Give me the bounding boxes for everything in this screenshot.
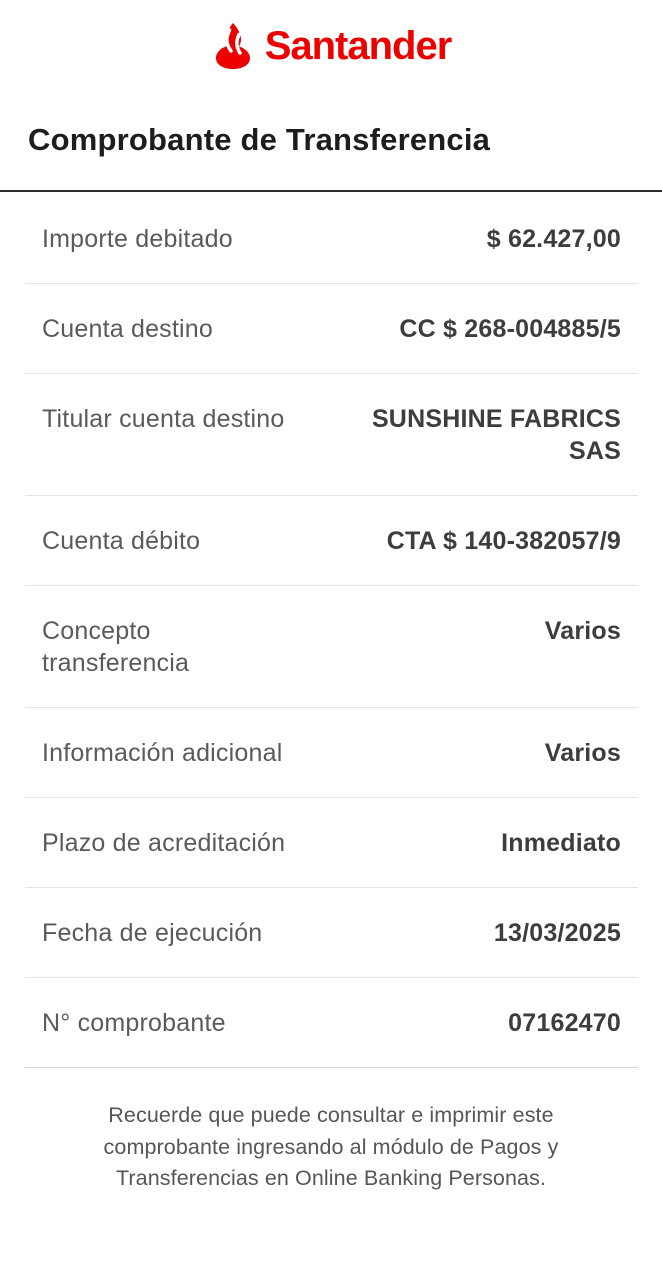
receipt-row-numero-comprobante bbox=[25, 978, 638, 1068]
page-title: Comprobante de Transferencia bbox=[28, 122, 491, 157]
santander-flame-icon bbox=[211, 22, 255, 70]
row-label: Plazo de acreditación bbox=[42, 829, 286, 857]
row-label: Importe debitado bbox=[42, 225, 233, 253]
receipt-row-informacion-adicional bbox=[25, 708, 638, 798]
footer-note bbox=[91, 1100, 571, 1195]
row-label: Titular cuenta destino bbox=[42, 405, 285, 433]
santander-logo bbox=[0, 0, 662, 70]
row-value: 13/03/2025 bbox=[493, 919, 621, 947]
row-label: Cuenta destino bbox=[42, 315, 213, 343]
footer-note-line: Transferencias en Online Banking Personas. bbox=[115, 1166, 547, 1190]
receipt-row-plazo-de-acreditacion bbox=[25, 798, 638, 888]
row-label: Cuenta débito bbox=[42, 527, 201, 555]
row-label: N° comprobante bbox=[42, 1009, 226, 1037]
row-value: SUNSHINE FABRICS SAS bbox=[371, 405, 621, 465]
row-value: Inmediato bbox=[501, 829, 621, 857]
row-value: Varios bbox=[544, 617, 621, 645]
receipt-row-fecha-de-ejecucion bbox=[25, 888, 638, 978]
receipt-row-cuenta-destino bbox=[25, 284, 638, 374]
row-value: Varios bbox=[544, 739, 621, 767]
receipt-row-concepto-transferencia bbox=[25, 586, 638, 708]
brand-wordmark: Santander bbox=[264, 24, 452, 68]
row-label: Concepto transferencia bbox=[42, 617, 190, 677]
row-value: CTA $ 140-382057/9 bbox=[386, 527, 621, 555]
row-value: 07162470 bbox=[508, 1009, 621, 1037]
row-value: CC $ 268-004885/5 bbox=[399, 315, 621, 343]
receipt-row-importe-debitado bbox=[25, 194, 638, 284]
footer-note-line: Recuerde que puede consultar e imprimir este bbox=[108, 1103, 554, 1127]
receipt-row-titular-cuenta-destino bbox=[25, 374, 638, 496]
receipt-row-cuenta-debito bbox=[25, 496, 638, 586]
row-value: $ 62.427,00 bbox=[486, 225, 621, 253]
row-label: Fecha de ejecución bbox=[42, 919, 263, 947]
receipt-rows bbox=[0, 192, 662, 1068]
footer-note-line: comprobante ingresando al módulo de Pagos y bbox=[103, 1134, 559, 1159]
row-label: Información adicional bbox=[42, 739, 283, 767]
